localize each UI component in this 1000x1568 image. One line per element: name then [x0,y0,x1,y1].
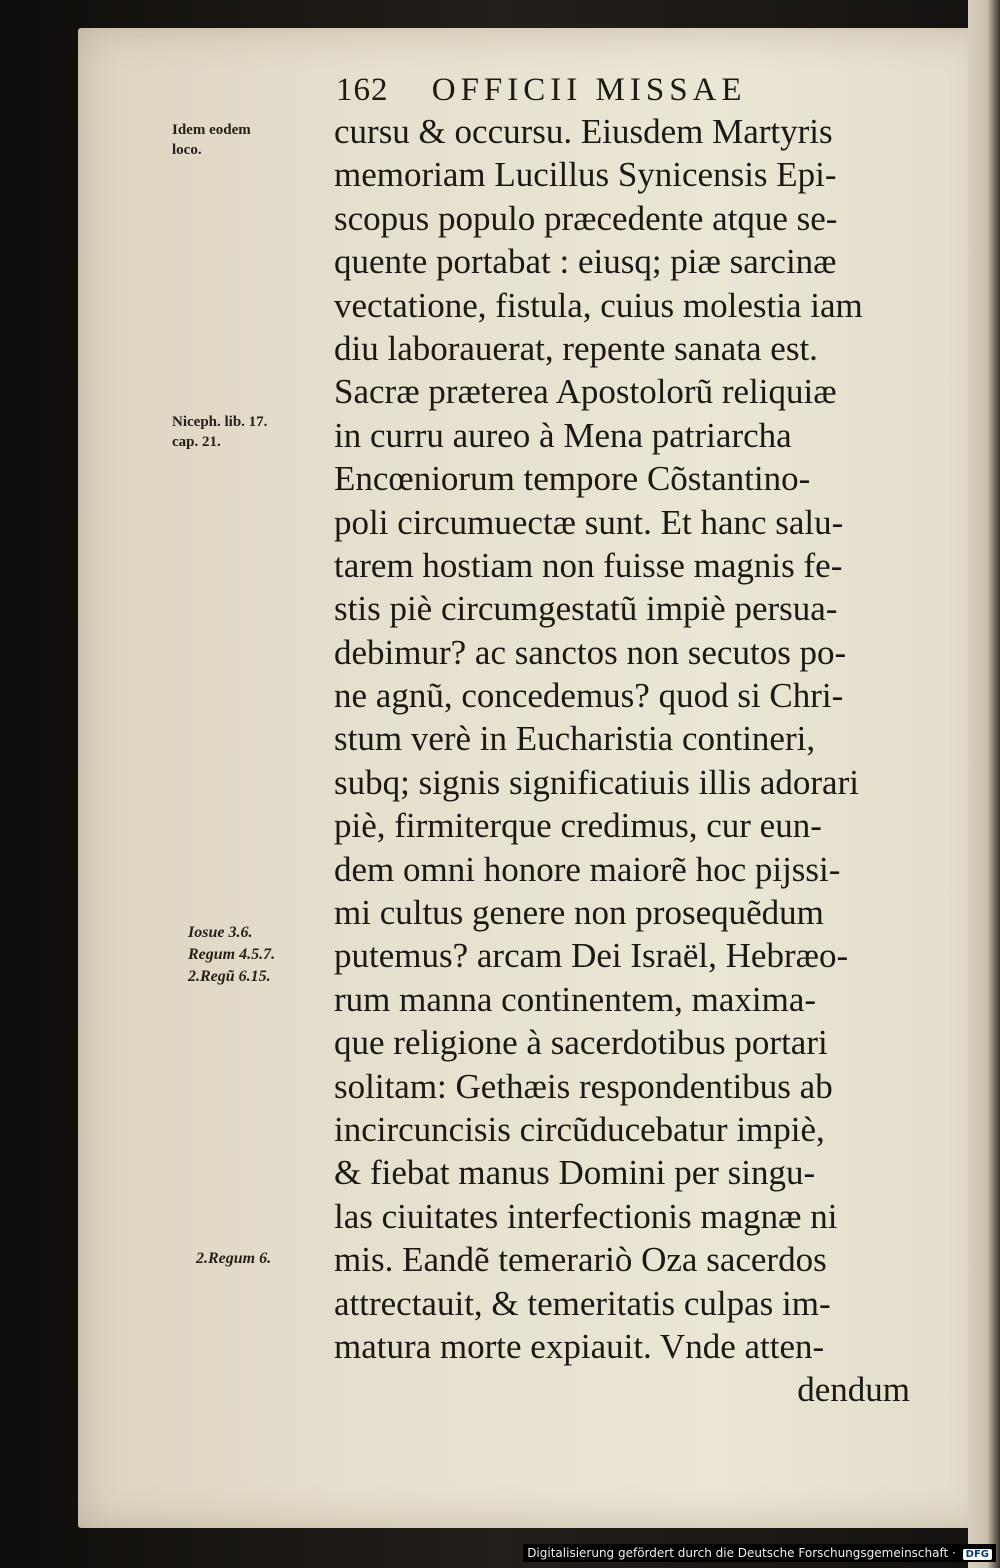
margin-note-regum [196,1248,271,1270]
margin-note-line: Iosue 3.6. [188,924,253,941]
catchword: dendum [797,1370,910,1410]
text-line: piè, firmiterque credimus, cur eun- [334,806,822,846]
text-line: tarem hostiam non fuisse magnis fe- [334,545,843,585]
margin-note-line: cap. 21. [172,434,221,450]
text-line: incircuncisis circũducebatur impiè, [334,1109,825,1149]
margin-note-niceph [172,412,267,452]
text-line: solitam: Gethæis respondentibus ab [334,1066,833,1106]
text-line: memoriam Lucillus Synicensis Epi- [334,155,837,195]
text-line: in curru aureo à Mena patriarcha [334,415,792,455]
margin-note-line: Regum 4.5.7. [188,946,276,963]
credit-text: Digitalisierung gefördert durch die Deutsche Forschungsgemeinschaft · [527,1546,956,1560]
text-line: attrectauit, & temeritatis culpas im- [334,1283,831,1323]
text-line: Sacræ præterea Apostolorũ reliquiæ [334,372,837,412]
text-line: cursu & occursu. Eiusdem Martyris [334,112,833,151]
margin-note-iosue [188,922,275,988]
running-header [336,72,747,109]
text-line: subq; signis significatiuis illis adorari [334,762,859,802]
text-line: debimur? ac sanctos non secutos po- [334,632,847,672]
text-line: ne agnũ, concedemus? quod si Chri- [334,676,844,716]
text-line: diu laborauerat, repente sanata est. [334,328,818,368]
running-title: OFFICII MISSAE [431,72,747,108]
margin-note-line: 2.Regum 6. [196,1250,272,1267]
body-text [334,110,910,1412]
text-line: las ciuitates interfectionis magnæ ni [334,1196,838,1236]
margin-note-line: Idem eodem [172,122,251,138]
text-line: mi cultus genere non prosequẽdum [334,893,824,933]
margin-note-line: Niceph. lib. 17. [172,414,268,430]
digitization-credit [523,1544,996,1562]
text-line: Encœniorum tempore Cõstantino- [334,459,811,499]
text-line: putemus? arcam Dei Israël, Hebræo- [334,936,849,976]
margin-note-line: loco. [172,142,202,158]
margin-note-idem [172,120,251,160]
dfg-logo: DFG [963,1549,992,1560]
text-line: scopus populo præcedente atque se- [334,198,838,238]
text-line: matura morte expiauit. Vnde atten- [334,1326,825,1366]
text-line: quente portabat : eiusq; piæ sarcinæ [334,242,837,282]
margin-note-line: 2.Regũ 6.15. [188,968,271,985]
page-edge [968,0,1000,1568]
text-line: dem omni honore maiorẽ hoc pijssi- [334,849,841,889]
text-line: mis. Eandẽ temerariò Oza sacerdos [334,1240,827,1280]
page-number: 162 [336,72,389,108]
text-line: que religione à sacerdotibus portari [334,1023,828,1063]
text-line: stum verè in Eucharistia contineri, [334,719,816,759]
text-line: & fiebat manus Domini per singu- [334,1153,816,1193]
text-line: rum manna continentem, maxima- [334,979,817,1019]
text-line: poli circumuectæ sunt. Et hanc salu- [334,502,844,542]
text-line: stis piè circumgestatũ impiè persua- [334,589,838,629]
text-line: vectatione, fistula, cuius molestia iam [334,285,863,325]
